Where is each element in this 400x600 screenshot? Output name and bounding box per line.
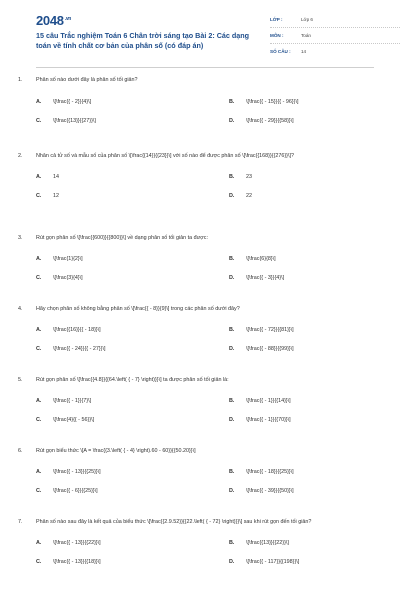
answer-option-d[interactable]: [229, 481, 400, 500]
meta-value: Lớp 6: [301, 17, 313, 22]
question-stem: [18, 376, 392, 385]
answer-option-d[interactable]: [229, 410, 400, 429]
option-letter: D.: [229, 558, 235, 565]
option-letter: D.: [229, 345, 235, 352]
answer-options: [36, 533, 392, 571]
question-number: 4.: [18, 306, 23, 312]
question-text: Phân số nào sau đây là kết quả của biểu thức \[\frac{{2.9.52}}{{22.\left( { - 72} \right)}}\] sau khi rút gọn đến tối giản?: [36, 519, 312, 525]
question-stem: [18, 518, 392, 527]
option-letter: C.: [36, 558, 42, 565]
worksheet-header: [18, 0, 382, 70]
option-letter: A.: [36, 468, 42, 475]
logo-text: 2048: [36, 13, 64, 28]
meta-row-subject: [270, 28, 400, 44]
question-number: 1.: [18, 77, 23, 83]
answer-option-c[interactable]: [36, 268, 229, 287]
question-1: [18, 76, 392, 152]
option-letter: D.: [229, 192, 235, 199]
meta-row-count: [270, 44, 400, 59]
option-text: \[\frac{{ - 13}}{{18}}\]: [53, 558, 101, 565]
option-text: \[\frac{{ - 39}}{{50}}\]: [246, 487, 294, 494]
logo-tld: .vn: [64, 15, 72, 22]
option-letter: B.: [229, 326, 235, 333]
option-letter: D.: [229, 487, 235, 494]
question-text: Hãy chọn phân số không bằng phân số \[\frac{{ - 8}}{9}\] trong các phân số dưới đây?: [36, 306, 240, 312]
question-number: 5.: [18, 377, 23, 383]
option-text: \[\frac{1}{2}\]: [53, 255, 83, 262]
question-text: Rút gọn phân số \[\frac{{4.8}}{{64.\left( { - 7} \right)}}\] ta được phân số tối giản là:: [36, 377, 229, 383]
option-letter: B.: [229, 98, 235, 105]
answer-options: [36, 391, 392, 429]
answer-option-b[interactable]: [229, 249, 400, 268]
answer-option-a[interactable]: [36, 92, 229, 111]
option-text: \[\frac{3}{4}\]: [53, 274, 83, 281]
answer-option-c[interactable]: [36, 186, 229, 205]
question-4: [18, 305, 392, 376]
question-text: Nhân cả tử số và mẫu số của phân số \[\frac{{14}}{{23}}\] với số nào để được phân số \[\frac{{168}}{{276}}\]?: [36, 153, 294, 159]
question-text: Rút gọn phân số \[\frac{{600}}{{800}}\] về dạng phân số tối giản ta được:: [36, 235, 208, 241]
answer-options: [36, 249, 392, 287]
option-letter: C.: [36, 192, 42, 199]
option-text: \[\frac{{ - 24}}{{ - 27}}\]: [53, 345, 106, 352]
answer-option-b[interactable]: [229, 462, 400, 481]
option-text: \[\frac{4}{{ - 56}}\]: [53, 416, 95, 423]
option-letter: D.: [229, 274, 235, 281]
question-stem: [18, 76, 392, 85]
option-text: \[\frac{{ - 1}}{{70}}\]: [246, 416, 291, 423]
question-text: Phân số nào dưới đây là phân số tối giản?: [36, 77, 138, 83]
question-text: Rút gọn biểu thức \[A = \frac{{3.\left( { - 4} \right).60 - 60}}{{50.20}}\]: [36, 448, 196, 454]
option-letter: A.: [36, 173, 42, 180]
answer-option-a[interactable]: [36, 462, 229, 481]
option-text: \[\frac{{ - 13}}{{22}}\]: [53, 539, 101, 546]
worksheet-title: 15 câu Trắc nghiệm Toán 6 Chân trời sáng tạo Bài 2: Các dạng toán về tính chất cơ bản của phân số (có đáp án): [36, 31, 250, 50]
option-text: \[\frac{{13}}{{22}}\]: [246, 539, 289, 546]
question-6: [18, 447, 392, 518]
option-text: \[\frac{{ - 72}}{{81}}\]: [246, 326, 294, 333]
answer-option-b[interactable]: [229, 320, 400, 339]
answer-options: [36, 320, 392, 358]
question-5: [18, 376, 392, 447]
answer-option-b[interactable]: [229, 533, 400, 552]
question-number: 7.: [18, 519, 23, 525]
meta-key: LỚP :: [270, 17, 283, 22]
option-text: \[\frac{{ - 2}}{4}\]: [53, 98, 92, 105]
option-text: \[\frac{{ - 29}}{{58}}\]: [246, 117, 294, 124]
option-letter: C.: [36, 416, 42, 423]
answer-option-a[interactable]: [36, 320, 229, 339]
option-letter: B.: [229, 255, 235, 262]
answer-option-c[interactable]: [36, 339, 229, 358]
worksheet-meta: [270, 12, 400, 59]
answer-option-d[interactable]: [229, 268, 400, 287]
option-letter: B.: [229, 539, 235, 546]
option-letter: A.: [36, 539, 42, 546]
option-letter: D.: [229, 416, 235, 423]
question-number: 6.: [18, 448, 23, 454]
question-number: 2.: [18, 153, 23, 159]
option-text: \[\frac{{ - 6}}{{25}}\]: [53, 487, 98, 494]
option-text: \[\frac{{ - 13}}{{25}}\]: [53, 468, 101, 475]
option-letter: B.: [229, 397, 235, 404]
option-letter: C.: [36, 117, 42, 124]
option-letter: A.: [36, 326, 42, 333]
question-stem: [18, 447, 392, 456]
answer-option-c[interactable]: [36, 552, 229, 571]
answer-option-a[interactable]: [36, 167, 229, 186]
answer-option-c[interactable]: [36, 410, 229, 429]
question-2: [18, 152, 392, 234]
option-letter: D.: [229, 117, 235, 124]
option-text: 14: [53, 173, 59, 180]
option-text: \[\frac{{ - 15}}{{ - 96}}\]: [246, 98, 299, 105]
answer-option-c[interactable]: [36, 111, 229, 130]
answer-options: [36, 92, 392, 130]
question-7: [18, 518, 392, 598]
answer-options: [36, 167, 392, 205]
header-divider: [36, 67, 374, 68]
option-letter: C.: [36, 274, 42, 281]
option-text: \[\frac{{ - 18}}{{25}}\]: [246, 468, 294, 475]
option-text: \[\frac{{13}}{{27}}\]: [53, 117, 96, 124]
option-letter: C.: [36, 345, 42, 352]
option-letter: A.: [36, 255, 42, 262]
answer-option-d[interactable]: [229, 111, 400, 130]
answer-option-c[interactable]: [36, 481, 229, 500]
option-letter: B.: [229, 173, 235, 180]
meta-value: Toán: [301, 33, 311, 38]
option-letter: C.: [36, 487, 42, 494]
option-text: \[\frac{{ - 3}}{4}\]: [246, 274, 285, 281]
option-text: 23: [246, 173, 252, 180]
option-letter: A.: [36, 397, 42, 404]
answer-option-d[interactable]: [229, 339, 400, 358]
question-number: 3.: [18, 235, 23, 241]
option-text: 12: [53, 192, 59, 199]
option-text: \[\frac{{ - 1}}{{14}}\]: [246, 397, 291, 404]
option-text: \[\frac{{16}}{{ - 18}}\]: [53, 326, 101, 333]
question-stem: [18, 152, 392, 161]
question-stem: [18, 234, 392, 243]
option-letter: B.: [229, 468, 235, 475]
option-text: \[\frac{{ - 88}}{{99}}\]: [246, 345, 294, 352]
answer-option-d[interactable]: [229, 186, 400, 205]
site-logo[interactable]: [36, 13, 71, 28]
option-letter: A.: [36, 98, 42, 105]
question-3: [18, 234, 392, 305]
answer-option-b[interactable]: [229, 167, 400, 186]
answer-option-b[interactable]: [229, 391, 400, 410]
meta-row-class: [270, 12, 400, 28]
answer-options: [36, 462, 392, 500]
answer-option-d[interactable]: [229, 552, 400, 571]
question-stem: [18, 305, 392, 314]
answer-option-a[interactable]: [36, 249, 229, 268]
meta-key: SỐ CÂU :: [270, 49, 291, 54]
answer-option-b[interactable]: [229, 92, 400, 111]
option-text: 22: [246, 192, 252, 199]
question-list: [18, 76, 392, 598]
answer-option-a[interactable]: [36, 391, 229, 410]
option-text: \[\frac{{ - 117}}{{198}}\]: [246, 558, 300, 565]
meta-key: MÔN :: [270, 33, 284, 38]
answer-option-a[interactable]: [36, 533, 229, 552]
option-text: \[\frac{6}{8}\]: [246, 255, 276, 262]
meta-value: 14: [301, 49, 307, 54]
option-text: \[\frac{{ - 1}}{7}\]: [53, 397, 92, 404]
